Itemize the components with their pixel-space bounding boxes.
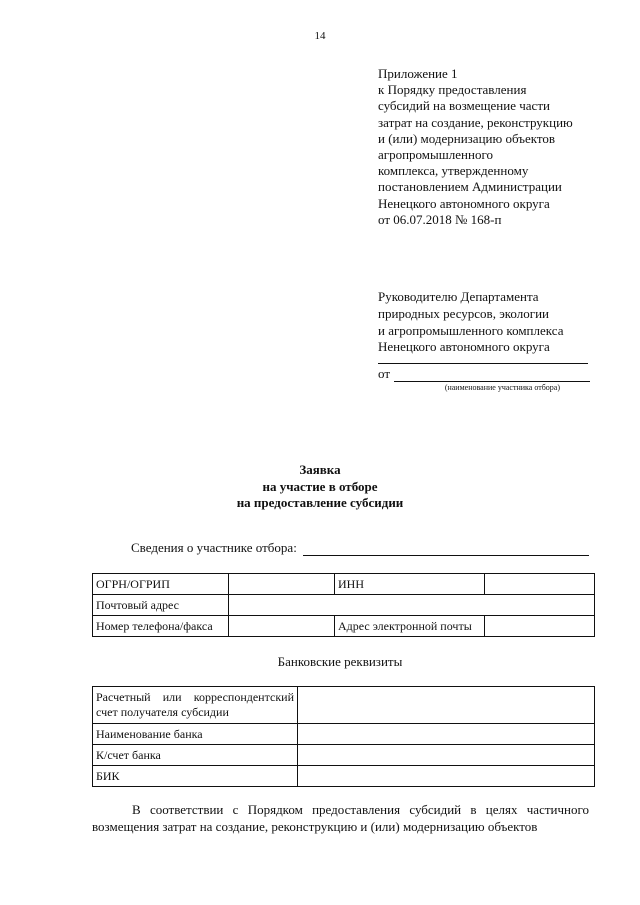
- body-paragraph: В соответствии с Порядком предоставления субсидий в целях частичного возмещения затрат на создание, реконструкцию и (или) модернизацию объектов: [92, 802, 589, 834]
- addressee-line: Ненецкого автономного округа: [378, 339, 550, 355]
- addressee-line: и агропромышленного комплекса: [378, 322, 564, 338]
- title-line: на участие в отборе: [262, 478, 378, 494]
- bank-details-table: [92, 686, 595, 787]
- title-line: на предоставление субсидии: [236, 495, 404, 510]
- addressee-block: [378, 289, 618, 356]
- appendix-line: Приложение 1: [378, 66, 458, 81]
- page-number: 14: [314, 30, 326, 42]
- appendix-line: постановлением Администрации: [378, 179, 562, 195]
- from-blank-line: [394, 369, 590, 382]
- account-label-line: Расчетный или корреспондентский: [96, 690, 294, 704]
- ogrn-value-cell[interactable]: [229, 574, 335, 595]
- bank-name-value-cell[interactable]: [298, 724, 595, 745]
- appendix-line: затрат на создание, реконструкцию: [378, 114, 573, 130]
- inn-value-cell[interactable]: [485, 574, 595, 595]
- addressee-blank-line: [378, 363, 588, 364]
- table-row: [93, 616, 595, 637]
- corr-account-label: К/счет банка: [93, 745, 298, 766]
- appendix-line: к Порядку предоставления: [378, 82, 527, 98]
- title-line: Заявка: [299, 462, 341, 477]
- appendix-block: [378, 66, 618, 228]
- appendix-line: комплекса, утвержденному: [378, 163, 529, 179]
- appendix-line: Ненецкого автономного округа: [378, 195, 550, 211]
- corr-account-value-cell[interactable]: [298, 745, 595, 766]
- participant-label: Сведения о участнике отбора:: [131, 540, 297, 555]
- table-row: [93, 687, 595, 724]
- from-row: [378, 366, 590, 382]
- table-row: [93, 745, 595, 766]
- table-row: [93, 574, 595, 595]
- appendix-line: и (или) модернизацию объектов: [378, 130, 556, 146]
- participant-row: [131, 540, 589, 556]
- table-row: [93, 595, 595, 616]
- account-value-cell[interactable]: [298, 687, 595, 724]
- account-label-line: счет получателя субсидии: [96, 705, 229, 719]
- appendix-line: субсидий на возмещение части: [378, 98, 550, 114]
- email-value-cell[interactable]: [485, 616, 595, 637]
- table-row: [93, 766, 595, 787]
- bik-value-cell[interactable]: [298, 766, 595, 787]
- table-row: [93, 724, 595, 745]
- bik-label: БИК: [93, 766, 298, 787]
- postal-address-value-cell[interactable]: [229, 595, 595, 616]
- from-caption: (наименование участника отбора): [444, 383, 560, 392]
- inn-label: ИНН: [335, 574, 485, 595]
- phone-label: Номер телефона/факса: [93, 616, 229, 637]
- appendix-line: от 06.07.2018 № 168-п: [378, 211, 502, 227]
- phone-value-cell[interactable]: [229, 616, 335, 637]
- participant-blank-line: [303, 542, 589, 556]
- appendix-line: агропромышленного: [378, 147, 493, 163]
- bank-name-label: Наименование банка: [93, 724, 298, 745]
- email-label: Адрес электронной почты: [335, 616, 485, 637]
- document-title: [0, 462, 640, 512]
- addressee-line: природных ресурсов, экологии: [378, 305, 549, 321]
- postal-address-label: Почтовый адрес: [93, 595, 229, 616]
- bank-details-heading: Банковские реквизиты: [277, 654, 403, 669]
- from-label: от: [378, 366, 391, 381]
- account-label: [93, 687, 298, 724]
- ogrn-label: ОГРН/ОГРИП: [93, 574, 229, 595]
- participant-table: [92, 573, 595, 637]
- addressee-line: Руководителю Департамента: [378, 289, 539, 304]
